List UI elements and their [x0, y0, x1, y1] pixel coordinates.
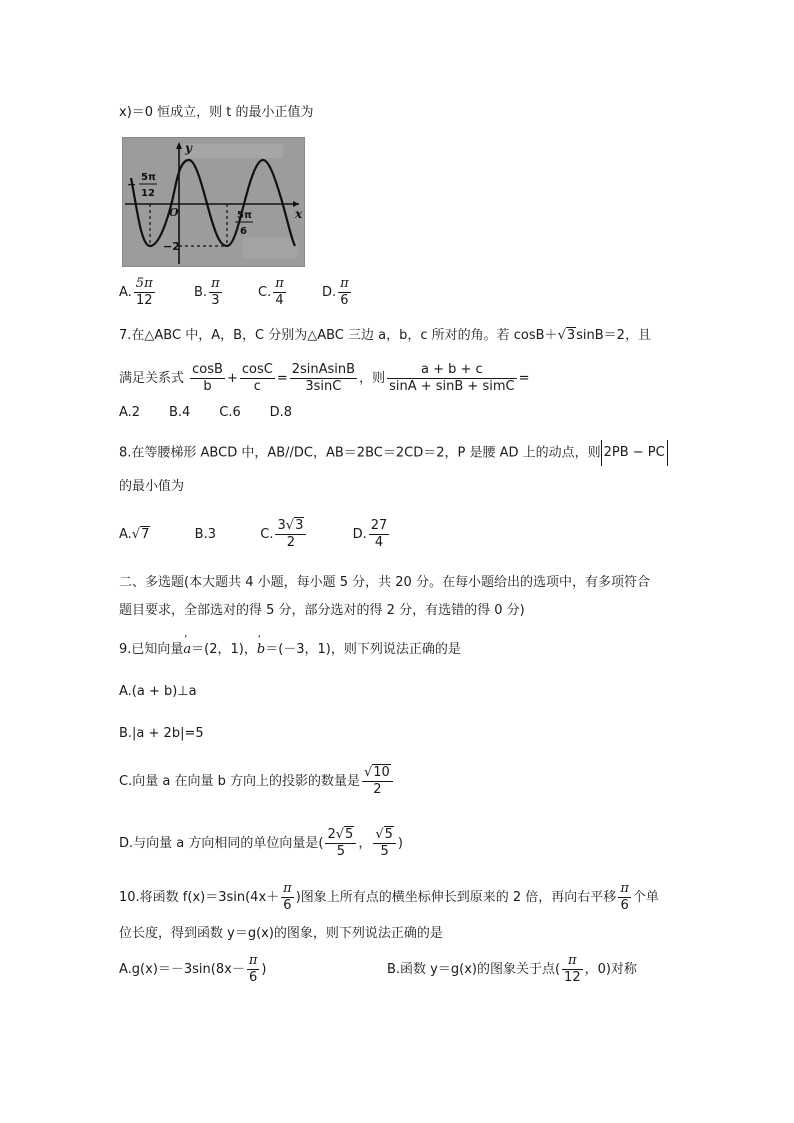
option-b-den: 3 [211, 293, 220, 308]
q7-frac4-num: a + b + c [387, 362, 517, 379]
q10-option-b-den: 12 [564, 970, 581, 985]
q8-option-a-prefix: A. [119, 527, 132, 542]
left-mark-den: 12 [141, 188, 155, 199]
q8-option-c-den: 2 [286, 535, 296, 550]
q9-option-b: B.|a + 2b|=5 [119, 726, 204, 741]
q8-abs [601, 440, 668, 466]
q7-line1 [119, 327, 651, 345]
q6-stem-tail: x)＝0 恒成立，则 t 的最小正值为 [119, 105, 314, 120]
q6-graph-photo [122, 137, 305, 267]
q9-stem-c: ＝(－3，1)，则下列说法正确的是 [265, 642, 461, 657]
q8-option-c-coef: 3 [277, 518, 286, 533]
q9-stem-b: ＝(2，1)， [191, 642, 257, 657]
q9-option-d-f1-coef: 2 [327, 827, 336, 842]
q9-option-c-text: C.向量 a 在向量 b 方向上的投影的数量是 [119, 774, 360, 789]
section2-line2: 题目要求，全部选对的得 5 分，部分选对的得 2 分，有选错的得 0 分) [119, 603, 525, 618]
q8-options: A.√7 B.3 C. $\frac{3√3}{2}$ D. $\frac{27}{4}$ [119, 518, 388, 550]
q7-sqrt-value: 3 [566, 328, 576, 343]
q9-option-a: A.(a + b)⊥a [119, 684, 197, 699]
left-mark-num: 5π [141, 172, 156, 183]
q10-option-a [119, 952, 266, 988]
x-axis-label: x [295, 207, 303, 221]
q9-option-c-den: 2 [373, 782, 382, 797]
q8-option-c-prefix: C. [260, 527, 274, 542]
q10-line1-c: 个单 [632, 890, 659, 905]
q7-options: A.2 B.4 C.6 D.8 [119, 405, 293, 420]
option-d-num: π [340, 276, 349, 291]
q6-option-c [258, 276, 288, 309]
q8-option-d-num: 27 [370, 518, 388, 533]
q7-line2 [119, 362, 529, 395]
q10-f2-den: 6 [620, 898, 629, 913]
q10-f1-den: 6 [283, 898, 292, 913]
q9-stem [119, 641, 461, 659]
option-d-prefix: D. [322, 285, 337, 300]
q8-option-a-sqrt-value: 7 [141, 527, 150, 542]
q10-option-a-den: 6 [248, 970, 258, 985]
option-b-num: π [211, 276, 220, 291]
q8-option-b: B.3 [194, 527, 216, 542]
q10-option-b-text: B.函数 y＝g(x)的图象关于点( [387, 962, 561, 977]
q7-frac1-num: cosB [192, 362, 223, 377]
q9-vec-b: ˈ b [257, 641, 265, 659]
sine-graph [123, 138, 304, 266]
q9-option-c-sqrt: 10 [373, 765, 390, 780]
option-d-den: 6 [340, 293, 349, 308]
q10-line1-b: )图象上所有点的横坐标伸长到原来的 2 倍，再向右平移 [295, 890, 617, 905]
q10-option-b-end: ，0)对称 [584, 962, 637, 977]
option-b-prefix: B. [194, 285, 208, 300]
q9-vec-a: ˈ a [183, 641, 191, 659]
q10-f2-num: π [620, 881, 629, 896]
q8-option-a-sqrt: √7 [131, 527, 150, 542]
q9-option-d-f2-den: 5 [380, 844, 389, 859]
q7-frac1-den: b [203, 379, 212, 394]
q7-plus: + [226, 371, 238, 386]
q9-option-d-f1-den: 5 [336, 844, 346, 859]
q10-option-a-num: π [248, 953, 258, 968]
q10-f1-num: π [283, 881, 292, 896]
option-a-num: 5π [135, 276, 153, 291]
q7-frac4-den: sinA + sinB + simC [389, 379, 515, 394]
q7-sqrt: √3 [557, 328, 576, 343]
section2-line1: 二、多选题(本大题共 4 小题，每小题 5 分，共 20 分。在每小题给出的选项中，有多项符合 [119, 575, 650, 590]
q8-option-d-prefix: D. [352, 527, 367, 542]
q8-option-d-den: 4 [374, 535, 384, 550]
q7-eq2: = [518, 371, 530, 386]
q7-frac3-num: 2sinAsinB [291, 362, 356, 377]
q7-line1-b: sinB＝2，且 [576, 328, 651, 343]
q7-line1-a: 7.在△ABC 中，A，B，C 分别为△ABC 三边 a，b，c 所对的角。若 cosB＋ [119, 328, 558, 343]
q6-option-a [119, 276, 157, 309]
option-c-prefix: C. [258, 285, 272, 300]
right-mark-den: 6 [240, 226, 247, 237]
q6-option-b [194, 276, 224, 309]
option-a-prefix: A. [119, 285, 132, 300]
right-mark-num: 5π [237, 210, 252, 221]
q6-option-d [322, 276, 353, 309]
q8-line2: 的最小值为 [119, 479, 185, 494]
q9-option-d-end: ) [397, 836, 403, 851]
q8-option-c-sqrt: 3 [295, 518, 304, 533]
q10-option-b-num: π [562, 953, 583, 970]
q10-line1 [119, 880, 659, 916]
q8-line1-a: 8.在等腰梯形 ABCD 中，AB//DC，AB＝2BC＝2CD＝2，P 是腰 AD 上的动点，则 [119, 445, 601, 461]
q9-option-d-sep: ， [358, 836, 372, 851]
q10-option-a-end: ) [261, 962, 267, 977]
q9-stem-a: 9.已知向量 [119, 642, 184, 657]
option-a-den: 12 [135, 293, 153, 308]
q8-line1 [119, 440, 668, 467]
q7-then: ，则 [359, 371, 386, 386]
q9-option-c: C.向量 a 在向量 b 方向上的投影的数量是 $\frac{√10}{2}$ [119, 764, 395, 800]
q7-eq: = [276, 371, 288, 386]
q8-abs-content: 2PB − PC [603, 445, 665, 460]
min-label: −2 [163, 240, 180, 253]
q7-line2-a: 满足关系式 [119, 371, 185, 386]
q9-option-d-text: D.与向量 a 方向相同的单位向量是( [119, 836, 324, 851]
q7-frac3-den: 3sinC [305, 379, 342, 394]
q9-option-d: D.与向量 a 方向相同的单位向量是( $\frac{2√5}{5}$ ， $\frac{√5}{5}$ ) [119, 827, 403, 859]
left-mark-sign: − [127, 178, 137, 191]
option-c-num: π [275, 276, 284, 291]
q7-frac2-num: cosC [241, 362, 273, 377]
q10-line1-a: 10.将函数 f(x)＝3sin(4x＋ [119, 890, 280, 905]
option-c-den: 4 [275, 293, 284, 308]
origin-label: O [169, 206, 179, 219]
q10-option-a-text: A.g(x)＝－3sin(8x－ [119, 962, 245, 977]
q9-option-d-f1-sqrt: 5 [345, 827, 354, 842]
q10-option-b [387, 952, 637, 988]
q10-line2: 位长度，得到函数 y＝g(x)的图象，则下列说法正确的是 [119, 926, 443, 941]
y-axis-label: y [185, 141, 192, 155]
q9-option-d-f2-sqrt: 5 [384, 827, 393, 842]
q7-frac2-den: c [253, 379, 261, 394]
